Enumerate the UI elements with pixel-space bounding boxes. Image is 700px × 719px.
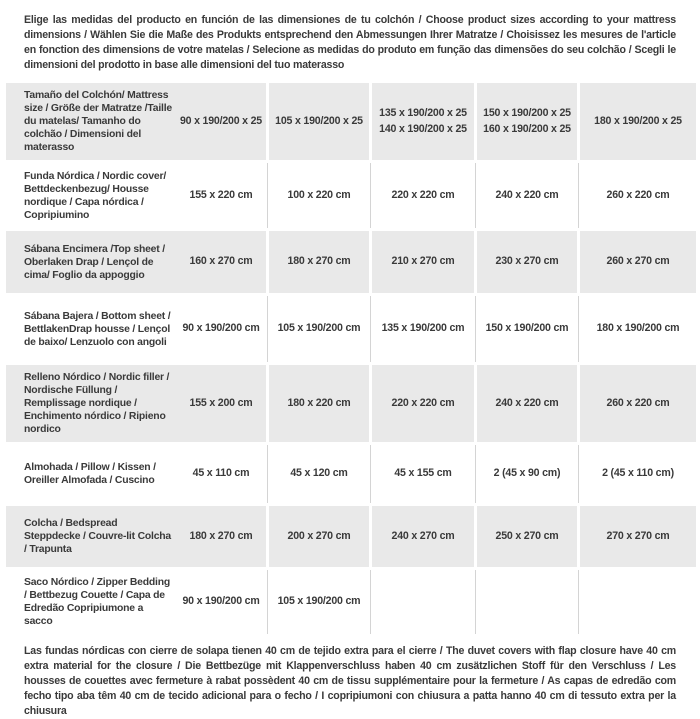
- table-row-mattress-size: [6, 83, 696, 160]
- row-label: Sábana Bajera / Bottom sheet / BettlakenDrap housse / Lençol de baixo/ Lenzuolo con angoli: [24, 310, 171, 348]
- table-row-bedspread: [6, 506, 696, 567]
- size-cell: [176, 365, 266, 442]
- size-cell-empty: [580, 570, 696, 634]
- size-value: 90 x 190/200 cm: [182, 322, 260, 335]
- table-row-top-sheet: [6, 231, 696, 293]
- size-value: 45 x 155 cm: [394, 467, 452, 480]
- size-value: 160 x 190/200 x 25: [483, 122, 571, 135]
- size-cell: [477, 506, 577, 567]
- table-row-duvet-cover: [6, 163, 696, 228]
- size-value: 100 x 220 cm: [287, 188, 351, 201]
- size-value: 2 (45 x 90 cm): [493, 467, 561, 480]
- product-sizes-table: [6, 83, 696, 634]
- size-cell: [580, 506, 696, 567]
- size-value: 45 x 110 cm: [192, 467, 250, 480]
- size-value: 90 x 190/200 x 25: [179, 114, 263, 127]
- size-value: 90 x 190/200 cm: [182, 595, 260, 608]
- row-label: Tamaño del Colchón/ Mattress size / Größe der Matratze /Taille du matelas/ Tamanho do colchão / Dimensioni del materasso: [6, 83, 176, 160]
- size-cell: [176, 163, 266, 228]
- size-cell: [176, 506, 266, 567]
- row-label: Colcha / Bedspread Steppdecke / Couvre-lit Colcha / Trapunta: [6, 506, 176, 567]
- size-cell-empty: [372, 570, 474, 634]
- size-value: 2 (45 x 110 cm): [602, 467, 674, 480]
- size-cell: [580, 365, 696, 442]
- table-row-bottom-sheet: [6, 296, 696, 362]
- size-value: 210 x 270 cm: [391, 255, 455, 268]
- size-value: 250 x 270 cm: [495, 529, 559, 542]
- size-cell: [477, 231, 577, 293]
- size-cell: [372, 231, 474, 293]
- size-value: 230 x 270 cm: [495, 255, 559, 268]
- size-value: 240 x 220 cm: [495, 396, 559, 409]
- size-cell: [580, 163, 696, 228]
- size-value: 260 x 220 cm: [606, 396, 670, 409]
- size-value: 160 x 270 cm: [189, 255, 253, 268]
- size-cell-empty: [477, 570, 577, 634]
- footnote-multilingual-text: Las fundas nórdicas con cierre de solapa tienen 40 cm de tejido extra para el cierre / The duvet covers with flap closure have 40 cm extra material for the closure / Die Bettbezüge mit Klappenverschluss haben 40 cm zusätzlichen Stoff für den Verschluss / Les housses de couettes avec fermeture à rabat possèdent 40 cm de tissu supplémentaire pour la fermeture / As capas de edredão com fecho tipo aba têm 40 cm de tecido adicional para o fecho / I copripiumoni con chiusura a patta hanno 40 cm di tessuto extra per la chiusura: [24, 645, 676, 718]
- size-value: 155 x 220 cm: [189, 188, 253, 201]
- size-value: 135 x 190/200 x 25: [379, 107, 467, 120]
- size-value: 105 x 190/200 cm: [277, 322, 361, 335]
- row-label: Funda Nórdica / Nordic cover/ Bettdeckenbezug/ Housse nordique / Capa nórdica / Copripiumino: [24, 170, 167, 221]
- size-value: 150 x 190/200 cm: [485, 322, 569, 335]
- size-cell: [477, 445, 577, 503]
- size-value: 150 x 190/200 x 25: [483, 107, 571, 120]
- size-value: 260 x 220 cm: [606, 188, 670, 201]
- size-cell: [269, 506, 369, 567]
- size-cell: [372, 83, 474, 160]
- size-cell: [372, 506, 474, 567]
- size-cell: [176, 83, 266, 160]
- size-cell: [269, 445, 369, 503]
- size-cell: [269, 570, 369, 634]
- table-row-pillow: [6, 445, 696, 503]
- table-row-zipper-bedding: [6, 570, 696, 634]
- size-cell: [580, 231, 696, 293]
- size-value: 105 x 190/200 cm: [277, 595, 361, 608]
- size-cell: [477, 296, 577, 362]
- size-cell: [372, 163, 474, 228]
- size-cell: [477, 365, 577, 442]
- size-value: 155 x 200 cm: [189, 396, 253, 409]
- size-value: 270 x 270 cm: [606, 529, 670, 542]
- size-value: 240 x 270 cm: [391, 529, 455, 542]
- size-cell: [580, 445, 696, 503]
- size-value: 135 x 190/200 cm: [381, 322, 465, 335]
- row-label: Almohada / Pillow / Kissen / Oreiller Almofada / Cuscino: [24, 462, 156, 487]
- size-cell: [372, 445, 474, 503]
- size-value: 105 x 190/200 x 25: [275, 114, 363, 127]
- size-cell: [580, 83, 696, 160]
- size-cell: [372, 296, 474, 362]
- size-cell: [269, 365, 369, 442]
- row-label: Relleno Nórdico / Nordic filler / Nordische Füllung / Remplissage nordique / Enchimento nórdico / Ripieno nordico: [6, 365, 176, 442]
- intro-multilingual-text: Elige las medidas del producto en función de las dimensiones de tu colchón / Choose product sizes according to your mattress dimensions / Wählen Sie die Maße des Produkts entsprechend den Abmessungen Ihrer Matratze / Choisissez les mesures de l'article en fonction des dimensions de votre matelas / Selecione as medidas do produto em função das dimensões do seu colchão / Scegli le dimensioni del prodotto in base alle dimensioni del tuo materasso: [24, 14, 676, 72]
- size-value: 220 x 220 cm: [391, 396, 455, 409]
- size-value: 220 x 220 cm: [391, 188, 455, 201]
- size-value: 180 x 190/200 x 25: [594, 114, 682, 127]
- table-row-nordic-filler: [6, 365, 696, 442]
- size-value: 260 x 270 cm: [606, 255, 670, 268]
- size-cell: [176, 231, 266, 293]
- size-cell: [269, 296, 369, 362]
- size-value: 45 x 120 cm: [290, 467, 348, 480]
- size-cell: [269, 163, 369, 228]
- row-label: Saco Nórdico / Zipper Bedding / Bettbezug Couette / Capa de Edredão Copripiumone a sacco: [24, 577, 171, 628]
- size-value: 200 x 270 cm: [287, 529, 351, 542]
- size-cell: [176, 445, 266, 503]
- size-value: 180 x 220 cm: [287, 396, 351, 409]
- size-cell: [269, 231, 369, 293]
- size-cell: [372, 365, 474, 442]
- size-value: 180 x 270 cm: [287, 255, 351, 268]
- size-value: 180 x 270 cm: [189, 529, 253, 542]
- size-cell: [269, 83, 369, 160]
- size-cell: [580, 296, 696, 362]
- size-value: 140 x 190/200 x 25: [379, 122, 467, 135]
- size-cell: [477, 163, 577, 228]
- row-label: Sábana Encimera /Top sheet / Oberlaken Drap / Lençol de cima/ Foglio da appoggio: [6, 231, 176, 293]
- size-cell: [176, 570, 266, 634]
- size-cell: [477, 83, 577, 160]
- size-cell: [176, 296, 266, 362]
- size-value: 180 x 190/200 cm: [596, 322, 680, 335]
- size-value: 240 x 220 cm: [495, 188, 559, 201]
